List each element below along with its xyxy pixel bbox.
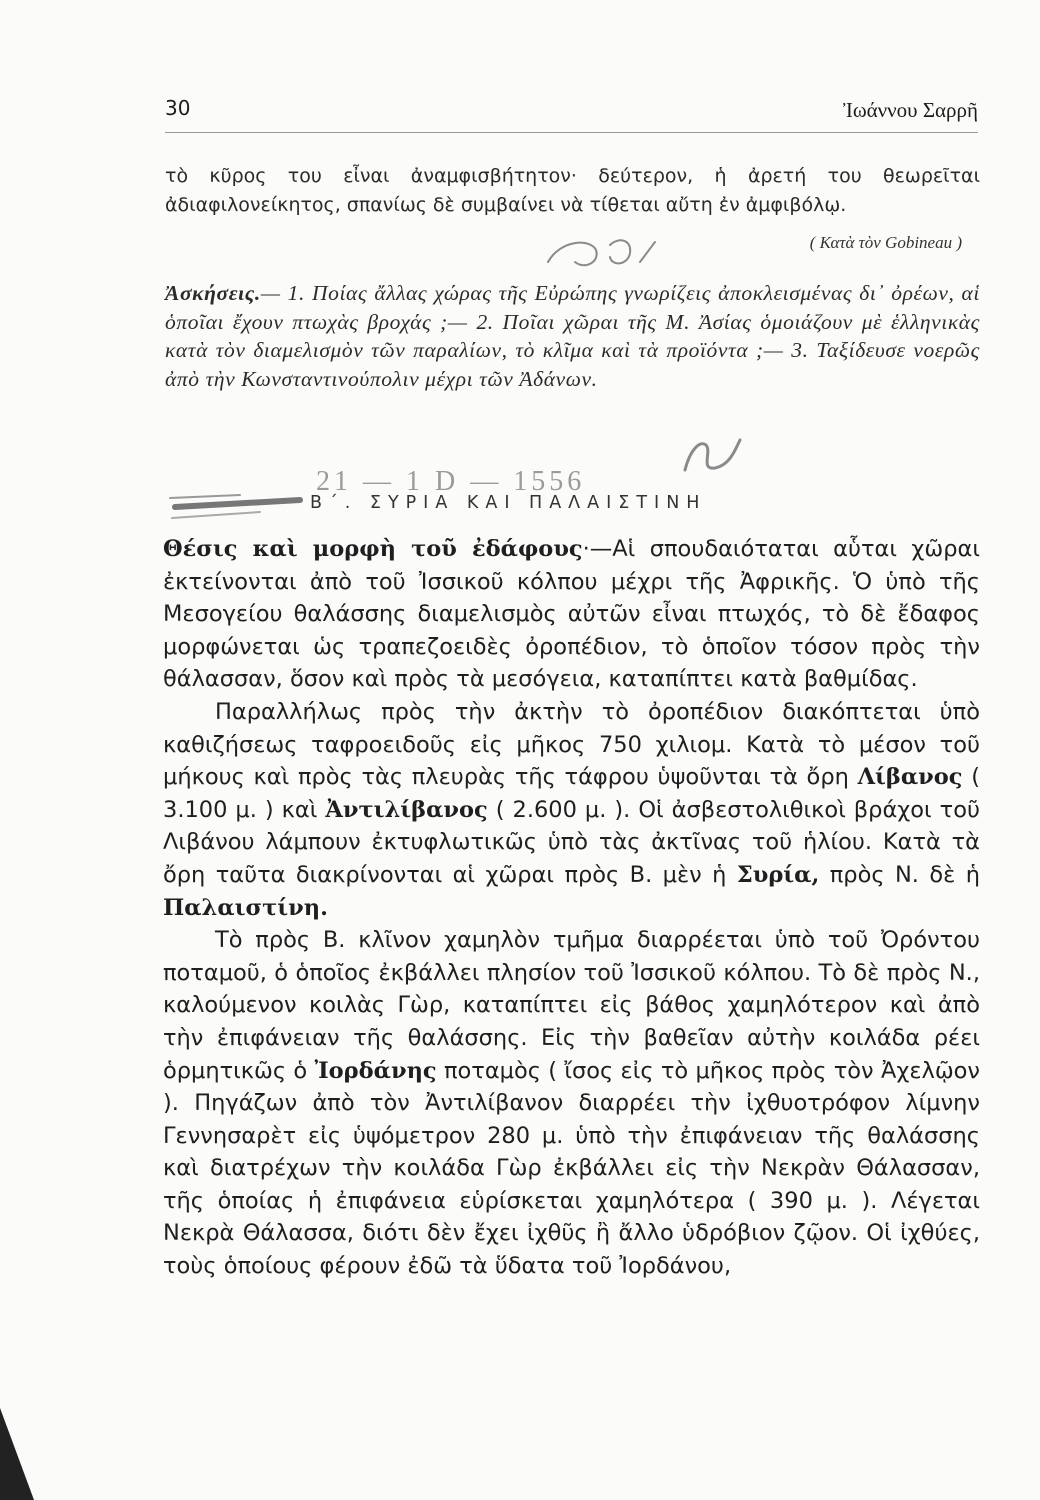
text-run: πρὸς Ν. δὲ ἡ	[819, 861, 980, 888]
text-run: Παραλλήλως πρὸς τὴν ἀκτὴν τὸ ὀροπέδιον διακόπτεται ὑπὸ καθιζήσεως ταφροειδοῦς εἰς μῆκος 750 χιλιομ. Κατὰ τὸ μέσον τοῦ μήκους καὶ πρὸς τὰς πλευρὰς τῆς τάφρου ὑψοῦνται τὰ ὄρη	[163, 698, 980, 791]
place-name: Συρία,	[736, 861, 820, 888]
body-text	[163, 533, 980, 1283]
pencil-scribble	[640, 242, 655, 262]
source-citation: ( Κατὰ τὸν Gobineau )	[809, 233, 962, 252]
text-run: ( 2.600 μ. ). Οἱ ἀσβεστολιθικοὶ βράχοι τοῦ Λιβάνου λάμπουν ἐκτυφλωτικῶς ὑπὸ τὰς ἀκτῖνας τοῦ ἡλίου. Κατὰ τὰ ὄρη ταῦτα διακρίνονται αἱ χῶραι πρὸς Β. μὲν ἡ	[163, 796, 980, 888]
page-number: 30	[165, 96, 191, 120]
pencil-scribble	[685, 440, 740, 470]
pencil-scribble	[548, 243, 597, 266]
pencil-stroke	[170, 495, 240, 498]
text-run: Τὸ πρὸς Β. κλῖνον χαμηλὸν τμῆμα διαρρέεται ὑπὸ τοῦ Ὀρόντου ποταμοῦ, ὁ ὁποῖος ἐκβάλλει πλησίον τοῦ Ἰσσικοῦ κόλπου. Τὸ δὲ πρὸς Ν., καλούμενον κοιλὰς Γὼρ, καταπίπτει εἰς βάθος χαμηλότερον καὶ ἀπὸ τὴν ἐπιφάνειαν τῆς θαλάσσης. Εἰς τὴν βαθεῖαν αὐτὴν κοιλάδα ρέει ὁρμητικῶς ὁ	[163, 927, 980, 1084]
page-corner	[0, 1408, 34, 1500]
page-header	[165, 94, 978, 133]
text-run: ποταμὸς ( ἴσος εἰς τὸ μῆκος πρὸς τὸν Ἀχελῷον ). Πηγάζων ἀπὸ τὸν Ἀντιλίβανον διαρρέει τὴν ἰχθυοτρόφον λίμνην Γεννησαρὲτ εἰς ὑψόμετρον 280 μ. ὑπὸ τὴν ἐπιφάνειαν τῆς θαλάσσης καὶ διατρέχων τὴν κοιλάδα Γὼρ ἐκβάλλει εἰς τὴν Νεκρὰν Θάλασσαν, τῆς ὁποίας ἡ ἐπιφάνεια εὑρίσκεται χαμηλότερα ( 390 μ. ). Λέγεται Νεκρὰ Θάλασσα, διότι δὲν ἔχει ἰχθῦς ἢ ἄλλο ὑδρόβιον ζῷον. Οἱ ἰχθύες, τοὺς ὁποίους φέρουν ἐδῶ τὰ ὕδατα τοῦ Ἰορδάνου,	[163, 1057, 980, 1280]
paragraph-lead: Θέσις καὶ μορφὴ τοῦ ἐδάφους	[163, 536, 583, 562]
paragraph	[163, 924, 980, 1283]
place-name: Λίβανος	[857, 764, 963, 791]
pencil-stroke	[172, 512, 260, 518]
text-run: ( 3.100 μ. ) καὶ	[163, 764, 980, 823]
pencil-scribble	[610, 240, 630, 263]
paragraph	[163, 696, 980, 924]
exercises-label: Ἀσκήσεις.	[165, 281, 261, 305]
exercises-block	[165, 279, 980, 393]
paragraph	[163, 533, 980, 696]
handwritten-note: 21 — 1 D — 1556	[316, 466, 586, 497]
place-name: Ἀντιλίβανος	[325, 796, 488, 823]
section-heading: Β΄. ΣΥΡΙΑ ΚΑΙ ΠΑΛΑΙΣΤΙΝΗ	[310, 493, 707, 513]
paragraph-text: ·—Αἱ σπουδαιόταται αὗται χῶραι ἐκτείνονται ἀπὸ τοῦ Ἰσσικοῦ κόλπου μέχρι τῆς Ἀφρικῆς. Ὁ ὑπὸ τῆς Μεσογείου θαλάσσης διαμελισμὸς αὐτῶν εἶναι πτωχός, τὸ δὲ ἔδαφος μορφώνεται ὡς τραπεζοειδὲς ὀροπέδιον, τὸ ὁποῖον τόσον πρὸς τὴν θάλασσαν, ὅσον καὶ πρὸς τὰ μεσόγεια, καταπίπτει κατὰ βαθμίδας.	[163, 536, 980, 693]
place-name: Παλαιστίνη.	[163, 894, 328, 921]
continued-paragraph: τὸ κῦρος του εἶναι ἀναμφισβήτητον· δεύτερον, ἡ ἀρετή του θεωρεῖται ἀδιαφιλονείκητος, σπανίως δὲ συμβαίνει νὰ τίθεται αὔτη ἐν ἀμφιβόλῳ.	[165, 165, 980, 216]
place-name: Ἰορδάνης	[314, 1057, 437, 1084]
pencil-stroke	[175, 500, 300, 507]
exercises-text: — 1. Ποίας ἄλλας χώρας τῆς Εὐρώπης γνωρίζεις ἀποκλεισμένας δι᾽ ὀρέων, αἱ ὁποῖαι ἔχουν πτωχὰς βροχάς ;— 2. Ποῖαι χῶραι τῆς Μ. Ἀσίας ὁμοιάζουν μὲ ἑλληνικὰς κατὰ τὸν διαμελισμὸν τῶν παραλίων, τὸ κλῖμα καὶ τὰ προϊόντα ;— 3. Ταξίδευσε νοερῶς ἀπὸ τὴν Κωνσταντινούπολιν μέχρι τῶν Ἀδάνων.	[165, 281, 980, 391]
running-head: Ἰωάννου Σαρρῆ	[842, 98, 978, 122]
